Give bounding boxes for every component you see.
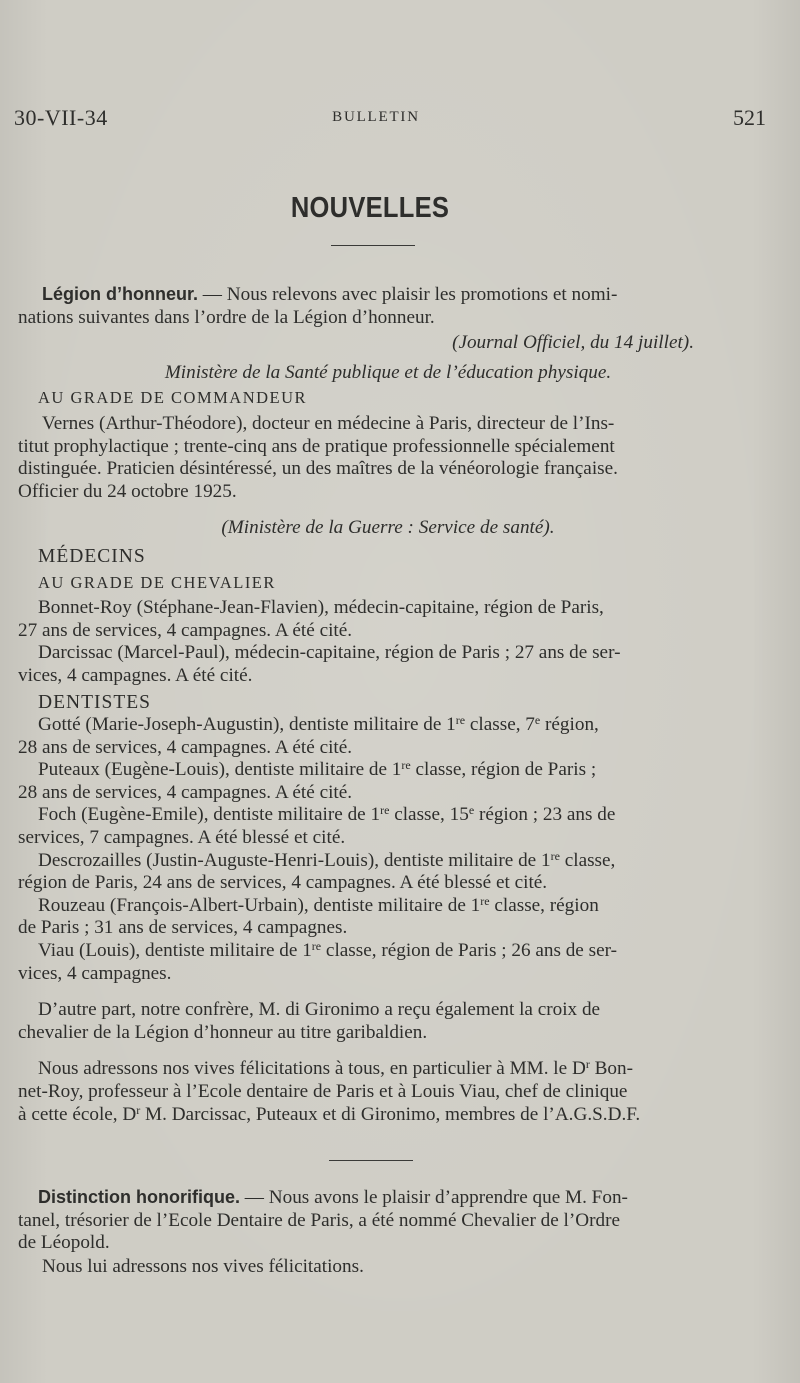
dentistes-heading: DENTISTES <box>38 691 151 713</box>
header-date: 30-VII-34 <box>14 105 108 130</box>
page-number: 521 <box>733 105 766 130</box>
entry-viau: Viau (Louis), dentiste militaire de 1re classe, région de Paris ; 26 ans de ser- vices, 4 campagnes. <box>18 939 617 984</box>
distinction-section: Distinction honorifique. — Nous avons le plaisir d’apprendre que M. Fon- tanel, trésorier de l’Ecole Dentaire de Paris, a été nommé Chevalier de l’Ordre de Léopold. Nous lui adressons nos vives félicitations. <box>38 1186 738 1278</box>
grade-chevalier: AU GRADE DE CHEVALIER <box>38 572 276 592</box>
entry-descrozailles: Descrozailles (Justin-Auguste-Henri-Louis), dentiste militaire de 1re classe, région de Paris, 24 ans de services, 4 campagnes. A été blessé et cité. <box>18 848 616 894</box>
paragraph-felicitations: Nous adressons nos vives félicitations à tous, en particulier à MM. le $D^r$ Bon- net-Roy, professeur à l’Ecole dentaire de Paris et à Louis Viau, chef de clinique à cette école, $D^r$ M. Darcissac, Puteaux et di Gironimo, membres de l’A.G.S.D.F. <box>18 1057 641 1125</box>
page-header <box>14 105 766 135</box>
legion-intro-2: nations suivantes dans l’ordre de la Légion d’honneur. <box>18 306 435 328</box>
distinction-closing: Nous lui adressons nos vives félicitations. <box>42 1255 364 1277</box>
distinction-heading: Distinction honorifique. <box>38 1187 240 1207</box>
ministry-sante: Ministère de la Santé publique et de l’éducation physique. <box>164 361 612 383</box>
entry-puteaux: Puteaux (Eugène-Louis), dentiste militaire de 1re classe, région de Paris ; 28 ans de services, 4 campagnes. A été cité. <box>18 758 597 803</box>
entry-darcissac: Darcissac (Marcel-Paul), médecin-capitaine, région de Paris ; 27 ans de ser- vices, 4 campagnes. A été cité. <box>18 642 621 686</box>
paragraph-gironimo: D’autre part, notre confrère, M. di Gironimo a reçu également la croix de chevalier de la Légion d’honneur au titre garibaldien. <box>18 999 601 1043</box>
entry-rouzeau: Rouzeau (François-Albert-Urbain), dentiste militaire de 1re classe, région de Paris ; 31 ans de services, 4 campagnes. <box>18 893 599 939</box>
section-divider <box>329 1160 413 1161</box>
medecins-heading: MÉDECINS <box>38 545 146 567</box>
article-body <box>18 283 738 1126</box>
ministry-guerre: (Ministère de la Guerre : Service de santé). <box>221 517 555 539</box>
entry-vernes: Vernes (Arthur-Théodore), docteur en médecine à Paris, directeur de l’Ins- titut prophylactique ; trente-cinq ans de pratique professionnelle spécialement distinguée. Praticien désintéressé, un des maîtres de la vénéorologie française. Officier du 24 octobre 1925. <box>18 412 618 502</box>
legion-heading: Légion d’honneur. <box>42 284 198 304</box>
header-journal-name: BULLETIN <box>332 109 420 125</box>
grade-commandeur: AU GRADE DE COMMANDEUR <box>38 388 308 408</box>
entry-foch: Foch (Eugène-Emile), dentiste militaire de 1re classe, 15e région ; 23 ans de services, 7 campagnes. A été blessé et cité. <box>18 803 616 849</box>
entry-gotte: Gotté (Marie-Joseph-Augustin), dentiste militaire de 1re classe, 7e région, 28 ans de services, 4 campagnes. A été cité. <box>18 713 599 758</box>
entry-bonnet-roy: Bonnet-Roy (Stéphane-Jean-Flavien), médecin-capitaine, région de Paris, 27 ans de services, 4 campagnes. A été cité. <box>18 597 604 641</box>
section-title: NOUVELLES <box>290 192 450 224</box>
title-rule <box>331 245 415 246</box>
journal-source: (Journal Officiel, du 14 juillet). <box>452 332 694 354</box>
legion-intro: Légion d’honneur. — Nous relevons avec plaisir les promotions et nomi- <box>42 284 618 305</box>
